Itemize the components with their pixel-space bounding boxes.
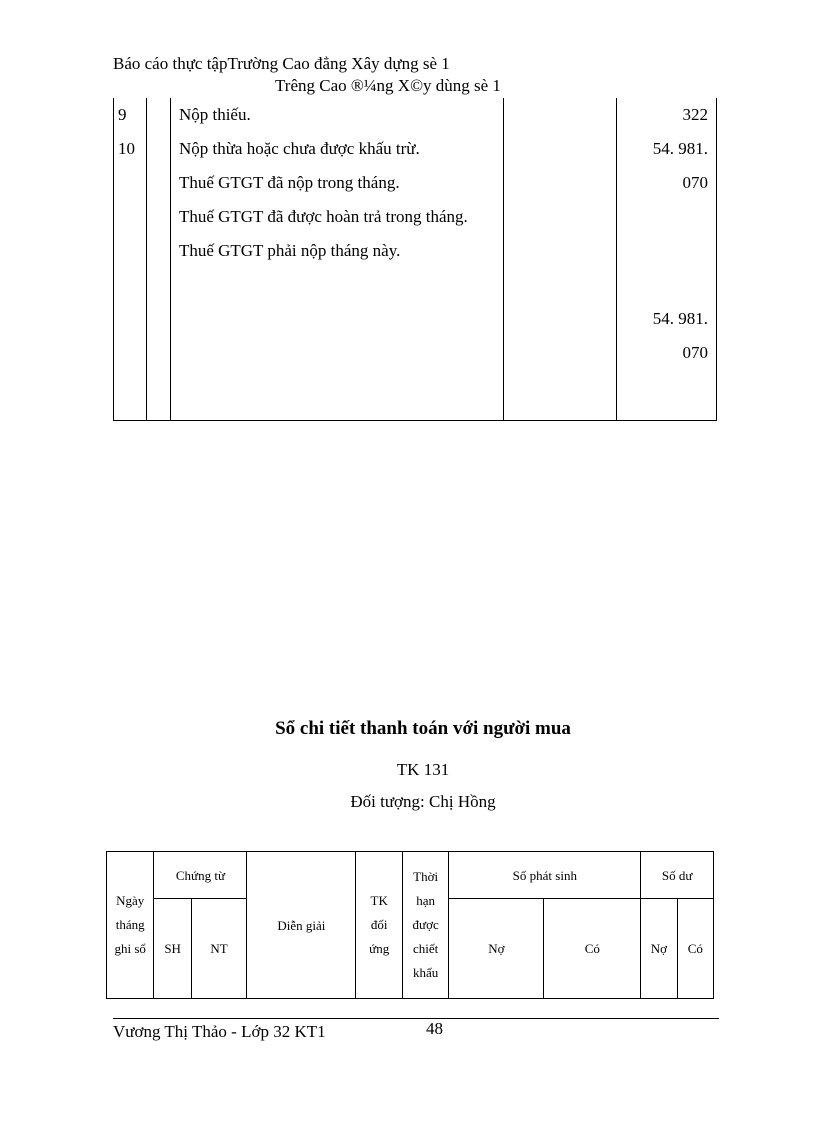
row-number [114,302,147,336]
row-description: Thuế GTGT phải nộp tháng này. [170,234,503,268]
row-description: Nộp thừa hoặc chưa được khấu trừ. [170,132,503,166]
col-header-discount-line: Thời [413,869,439,884]
col-header-account-line: ứng [369,941,390,956]
row-description [170,336,503,370]
row-description [170,302,503,336]
col-header-date-line: Ngày [116,893,145,908]
col-header-discount-line: được [412,917,439,932]
page-number: 48 [426,1019,443,1038]
ledger-title: Sổ chi tiết thanh toán với người mua [275,718,571,739]
col-header-voucher: Chứng từ [154,852,247,899]
table-row [114,132,717,166]
table-row [114,200,717,234]
row-amount [617,200,717,234]
row-description: Thuế GTGT đã nộp trong tháng. [170,166,503,200]
col-header-discount-line: khấu [412,965,439,980]
col-header-date-line: ghi sổ [114,941,146,956]
col-header-arising: Số phát sinh [449,852,641,899]
row-description [170,268,503,302]
col-header-balance-debit: Nợ [641,899,677,999]
row-amount: 070 [617,336,717,370]
col-header-discount-term [402,852,448,999]
col-header-nt: NT [191,899,247,999]
table-row [114,268,717,302]
ledger-subject: Đối tượng: Chị Hồng [350,792,496,811]
col-header-account [356,852,402,999]
row-amount [617,234,717,268]
col-header-debit: Nợ [449,899,544,999]
table-row [114,336,717,370]
col-header-date [107,852,154,999]
row-amount [617,370,717,421]
row-description [170,370,503,421]
row-amount: 070 [617,166,717,200]
col-header-account-line: TK [370,893,388,908]
table-row [114,234,717,268]
col-header-discount-line: chiết [413,941,439,956]
col-header-sh: SH [154,899,191,999]
row-number [114,166,147,200]
row-number [114,336,147,370]
row-number [114,200,147,234]
col-header-account-line: đối [370,917,388,932]
row-number: 9 [114,98,147,132]
col-header-discount-line: hạn [416,893,436,908]
row-number [114,268,147,302]
col-header-balance: Số dư [641,852,714,899]
table-row [114,370,717,421]
ledger-header-table [106,851,714,999]
row-amount [617,268,717,302]
table-row [114,166,717,200]
table-row [114,98,717,132]
footer-author: Vương Thị Thảo - Lớp 32 KT1 [113,1022,326,1041]
tax-table [113,98,717,421]
footer-rule [113,1018,719,1019]
col-header-credit: Có [544,899,641,999]
row-description: Nộp thiếu. [170,98,503,132]
row-number [114,370,147,421]
row-number [114,234,147,268]
row-number: 10 [114,132,147,166]
header-line-1: Báo cáo thực tậpTrường Cao đẳng Xây dựng sè 1 [113,54,450,73]
header-line-2: Trêng Cao ®¼ng X©y dùng sè 1 [275,76,501,95]
row-amount: 54. 981. [617,132,717,166]
col-header-balance-credit: Có [677,899,713,999]
col-header-date-line: tháng [115,917,145,932]
row-amount: 54. 981. [617,302,717,336]
col-header-description: Diễn giải [247,852,356,999]
ledger-account: TK 131 [396,760,450,779]
row-description: Thuế GTGT đã được hoàn trả trong tháng. [170,200,503,234]
row-amount: 322 [617,98,717,132]
table-row [114,302,717,336]
